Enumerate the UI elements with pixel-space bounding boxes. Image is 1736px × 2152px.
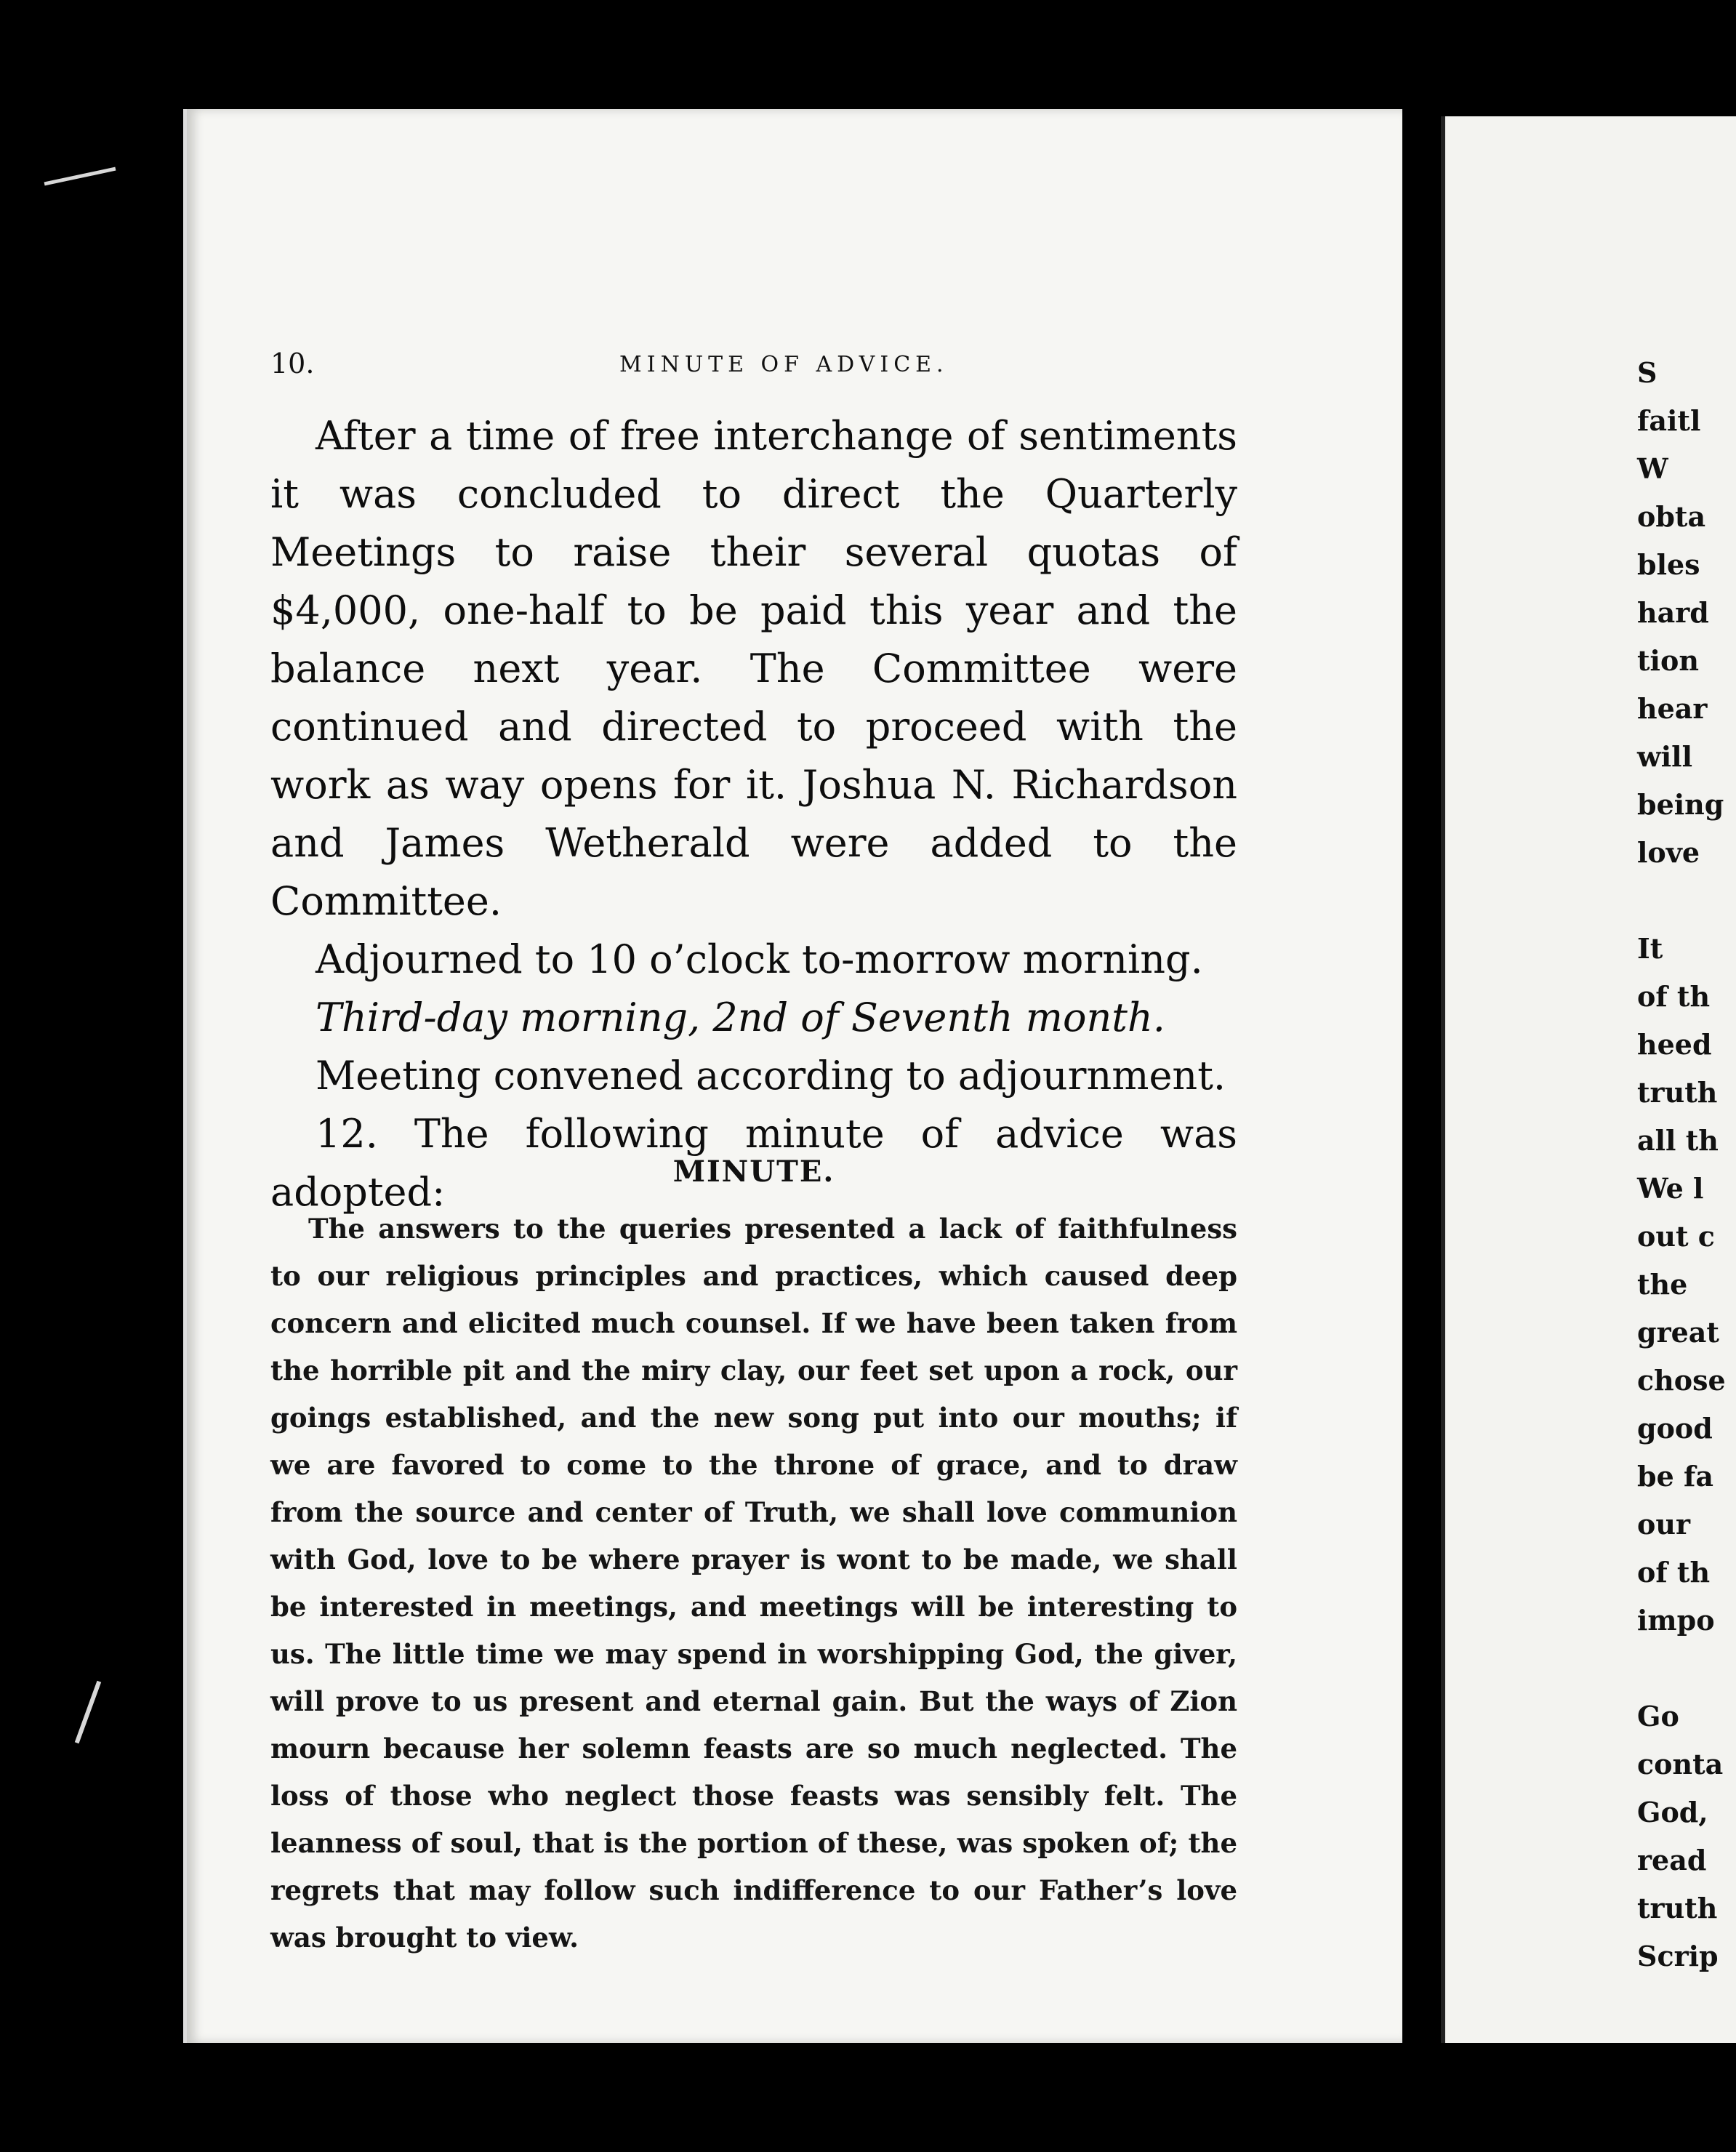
facing-line: It	[1637, 932, 1663, 965]
facing-line: hard	[1637, 596, 1709, 629]
facing-line: We l	[1637, 1172, 1704, 1205]
facing-line	[1637, 877, 1710, 925]
facing-line: God,	[1637, 1796, 1708, 1828]
paragraph-convened: Meeting convened according to adjournment.	[316, 1053, 1226, 1099]
facing-line: tion	[1637, 644, 1699, 677]
minute-paragraph: The answers to the queries presented a lack of faithfulness to our religious principles and practices, which caused deep concern and elicited much counsel. If we have been taken from the horrible pit and the miry clay, our feet set upon a rock, our goings established, and the new song put into our mouths; if we are favored to come to the throne of grace, and to draw from the source and center of Truth, we shall love communion with God, love to be where prayer is wont to be made, we shall be interested in meetings, and meetings will be interesting to us. The little time we may spend in worshipping God, the giver, will prove to us present and eternal gain. But the ways of Zion mourn because her solemn feasts are so much neglected. The loss of those who neglect those feasts was sensibly felt. The leanness of soul, that is the portion of these, was spoken of; the regrets that may follow such indifference to our Father’s love was brought to view.	[270, 1213, 1237, 1954]
facing-line: Scrip	[1637, 1940, 1719, 1972]
facing-line: obta	[1637, 500, 1706, 533]
facing-line: all th	[1637, 1124, 1719, 1157]
facing-line: will	[1637, 740, 1693, 773]
facing-line: of th	[1637, 1556, 1711, 1589]
facing-line	[1637, 1645, 1710, 1693]
facing-line: hear	[1637, 692, 1708, 725]
facing-line: read	[1637, 1844, 1707, 1876]
facing-line: our	[1637, 1508, 1690, 1541]
scan-artifact-mark	[75, 1681, 101, 1744]
facing-line: W	[1637, 452, 1668, 485]
paragraph-minute-intro: 12. The following minute of advice was adopted:	[270, 1111, 1237, 1215]
minute-text	[270, 1205, 1237, 1962]
facing-line: be fa	[1637, 1460, 1713, 1493]
minute-heading: MINUTE.	[672, 1155, 835, 1189]
facing-line: the	[1637, 1268, 1688, 1301]
facing-line: S	[1637, 356, 1657, 389]
paragraph-session-date: Third-day morning, 2nd of Seventh month.	[316, 995, 1165, 1040]
facing-line: conta	[1637, 1748, 1724, 1780]
facing-line: great	[1637, 1316, 1719, 1349]
body-text	[270, 407, 1237, 1221]
facing-line: impo	[1637, 1604, 1715, 1637]
facing-line: good	[1637, 1412, 1713, 1445]
facing-line: bles	[1637, 548, 1700, 581]
page-number: 10.	[270, 348, 315, 380]
scan-artifact-mark	[44, 167, 116, 186]
facing-page-text	[1637, 349, 1726, 1980]
facing-line: faitl	[1637, 404, 1701, 437]
running-head	[270, 348, 1237, 391]
paragraph-quotas: After a time of free interchange of sentiments it was concluded to direct the Quarterly Meetings to raise their several quotas of $4,000, one-half to be paid this year and the balance next year. The Committee were continued and directed to proceed with the work as way opens for it. Joshua N. Richardson and James Wetherald were added to the Committee.	[270, 413, 1237, 924]
facing-line: heed	[1637, 1028, 1712, 1061]
facing-line: of th	[1637, 980, 1711, 1013]
facing-line: out c	[1637, 1220, 1715, 1253]
facing-line: truth	[1637, 1076, 1718, 1109]
facing-line: being	[1637, 788, 1724, 821]
running-head-title: MINUTE OF ADVICE.	[619, 352, 949, 377]
facing-line: love	[1637, 836, 1700, 869]
paragraph-adjourned: Adjourned to 10 o’clock to-morrow morning.	[316, 936, 1203, 982]
facing-line: chose	[1637, 1364, 1726, 1397]
facing-line: Go	[1637, 1700, 1679, 1733]
facing-line: truth	[1637, 1892, 1718, 1924]
